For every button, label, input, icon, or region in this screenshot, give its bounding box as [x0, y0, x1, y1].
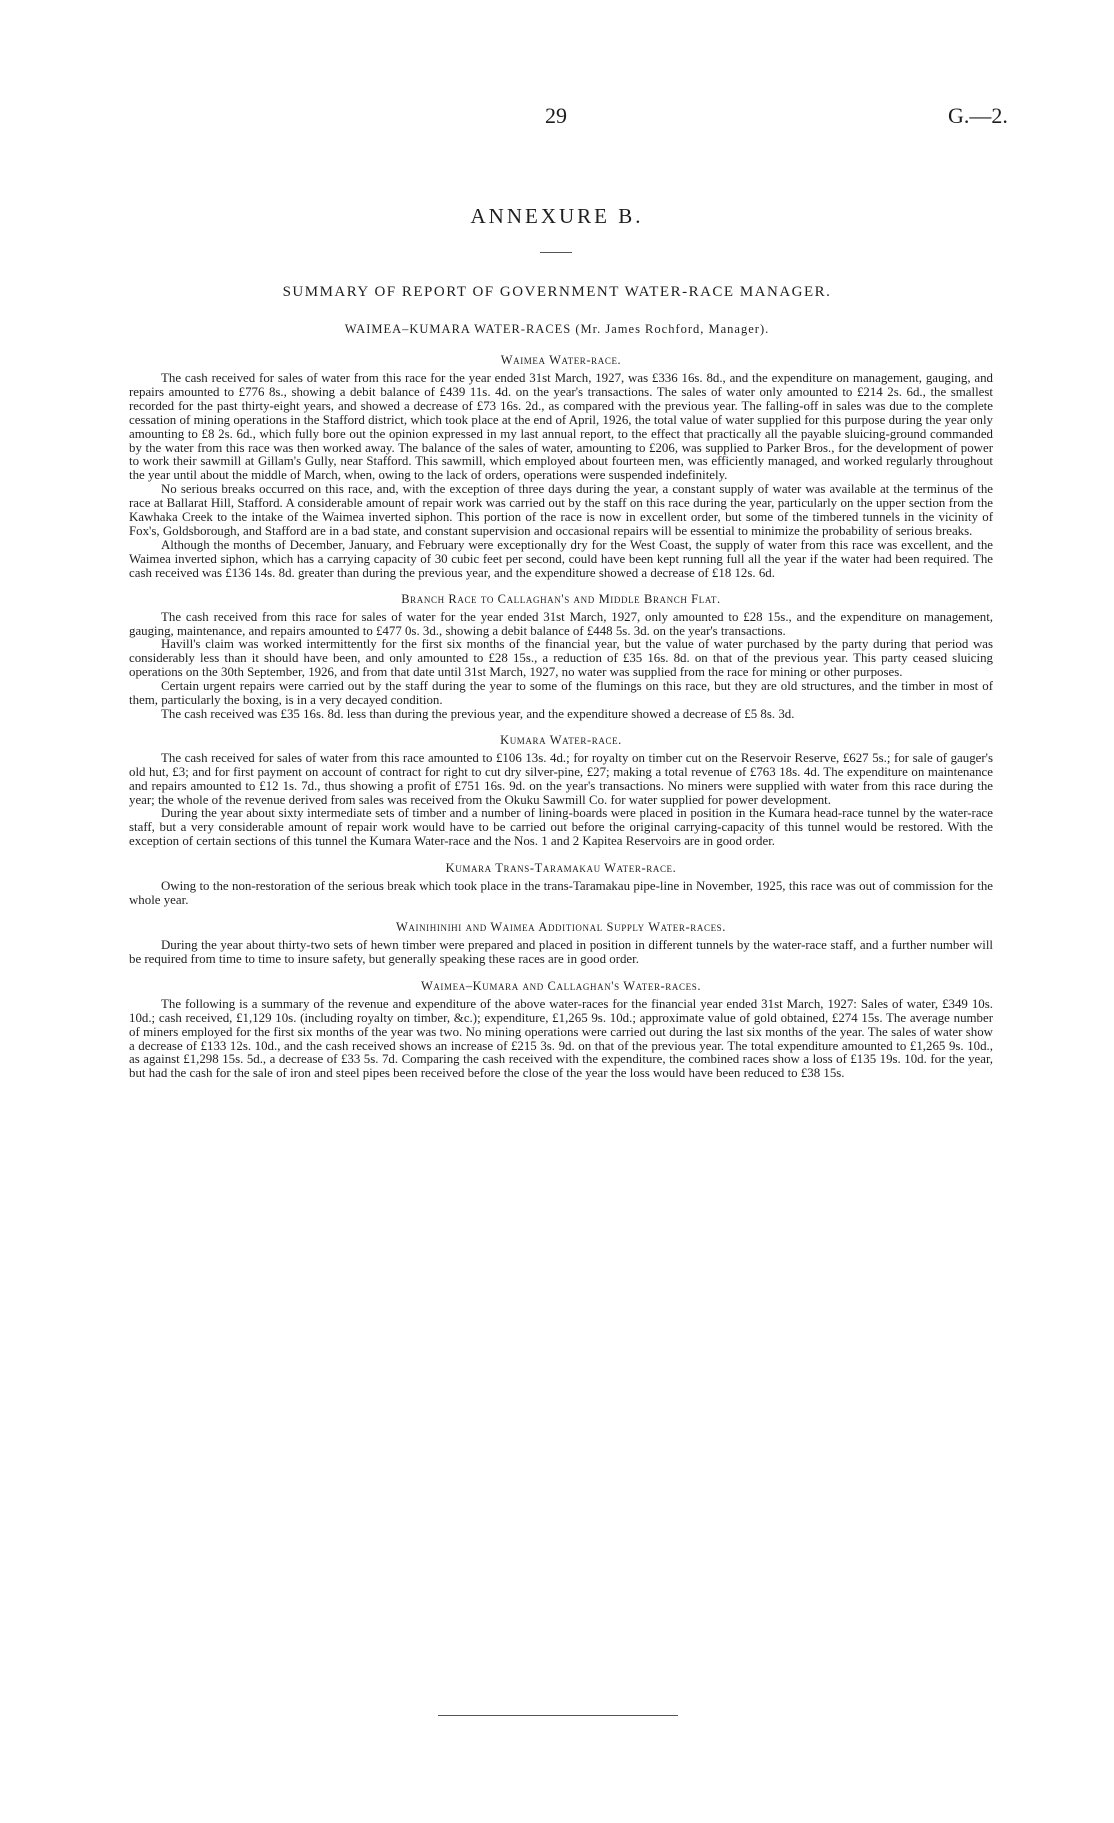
paragraph: The cash received was £35 16s. 8d. less than during the previous year, and the expenditure showed a decrease of £5 8s. 3d. — [161, 706, 795, 721]
summary-title: SUMMARY OF REPORT OF GOVERNMENT WATER-RACE MANAGER. — [282, 284, 832, 300]
paragraph: The following is a summary of the revenue and expenditure of the above water-races for the financial year ended 31st March, 1927: Sales of water, £349 10s. 10d.; cash received, £1,129 10s. (including royalty on timber, &c.); expenditure, £1,265 9s. 10d.; approximate value of gold obtained, £274 15s. The average number of miners employed for the first six months of the year was two. No mining operations were carried out during the last six months of the year. The sales of water show a decrease of £133 12s. 10d., and the cash received shows an increase of £215 3s. 9d. on that of the previous year. The total expenditure amounted to £1,265 9s. 10d., as against £1,298 15s. 5d., a decrease of £33 5s. 7d. Comparing the cash received with the expenditure, the combined races show a loss of £135 19s. 10d. for the year, but had the cash for the sale of iron and steel pipes been received before the close of the year the loss would have been reduced to £38 15s. — [129, 996, 993, 1081]
section-heading: Branch Race to Callaghan's and Middle Branch Flat. — [401, 591, 721, 606]
section-heading: Waimea Water-race. — [500, 353, 622, 367]
paragraph: During the year about sixty intermediate sets of timber and a number of lining-boards were placed in position in the Kumara head-race tunnel by the water-race staff, but a very considerable amount of repair work would have to be carried out before the original carrying-capacity of this tunnel would be restored. With the exception of certain sections of this tunnel the Kumara Water-race and the Nos. 1 and 2 Kapitea Reservoirs are in good order. — [129, 806, 993, 849]
section-wainihinihi-additional-supply — [129, 920, 993, 967]
title-divider — [540, 252, 572, 253]
section-heading: Kumara Trans-Taramakau Water-race. — [445, 861, 677, 876]
paragraph: Owing to the non-restoration of the serious break which took place in the trans-Taramakau pipe-line in November, 1925, this race was out of commission for the whole year. — [129, 879, 993, 908]
paragraph: During the year about thirty-two sets of hewn timber were prepared and placed in position in different tunnels by the water-race staff, and a further number will be required from time to time to insure safety, but generally speaking these races are in good order. — [129, 938, 993, 966]
section-waimea-kumara-callaghans — [129, 979, 993, 1081]
report-body — [129, 353, 993, 1081]
paragraph: The cash received for sales of water from this race amounted to £106 13s. 4d.; for royalty on timber cut on the Reservoir Reserve, £627 5s.; for sale of gauger's old hut, £3; and for first payment on account of contract for right to cut dry silver-pine, £27; making a total revenue of £763 18s. 4d. The expenditure on maintenance and repairs amounted to £12 1s. 7d., thus showing a profit of £751 16s. 9d. on the year's transactions. No miners were supplied with water from this race during the year; the whole of the revenue derived from sales was received from the Okuku Sawmill Co. for water supplied for power development. — [129, 750, 993, 807]
page-reference: G.—2. — [948, 103, 1008, 128]
section-waimea-water-race — [129, 353, 993, 581]
section-branch-race — [129, 592, 993, 722]
paragraph: Havill's claim was worked intermittently for the first six months of the financial year, but the value of water purchased by the party during that period was considerably less than it should have been, and only amounted to £28 15s., a reduction of £35 16s. 8d. on that of the previous year. This party ceased sluicing operations on the 30th September, 1926, and from that date until 31st March, 1927, no water was supplied from the race for mining or other purposes. — [129, 637, 993, 680]
paragraph: The cash received from this race for sales of water for the year ended 31st March, 1927, only amounted to £28 15s., and the expenditure on management, gauging, maintenance, and repairs amounted to £477 0s. 3d., showing a debit balance of £448 5s. 3d. on the year's transactions. — [129, 609, 993, 638]
annexure-title: ANNEXURE B. — [470, 204, 644, 228]
section-heading: Kumara Water-race. — [500, 732, 622, 747]
section-kumara-water-race — [129, 733, 993, 849]
paragraph: The cash received for sales of water from this race for the year ended 31st March, 1927, was £336 16s. 8d., and the expenditure on management, gauging, and repairs amounted to £776 8s., showing a debit balance of £439 11s. 4d. on the year's transactions. The sales of water only amounted to £214 2s. 6d., the smallest recorded for the past thirty-eight years, and showed a decrease of £73 16s. 2d., as compared with the previous year. The falling-off in sales was due to the complete cessation of mining operations in the Stafford district, which took place at the end of April, 1926, the total value of water supplied for this purpose during the year only amounting to £8 2s. 6d., which fully bore out the opinion expressed in my last annual report, to the effect that practically all the payable sluicing-ground commanded by the water from this race was then worked away. The balance of the sales of water, amounting to £206, was supplied to Parker Bros., for the development of power to work their sawmill at Gillam's Gully, near Stafford. This sawmill, which employed about fourteen men, was efficiently managed, and worked regularly throughout the year until about the middle of March, when, owing to the lack of orders, operations were suspended indefinitely. — [129, 371, 993, 483]
paragraph: Certain urgent repairs were carried out by the staff during the year to some of the flumings on this race, but they are old structures, and the timber in most of them, particularly the boxing, is in a very decayed condition. — [129, 679, 993, 708]
bottom-divider — [438, 1715, 678, 1716]
section-heading: Wainihinihi and Waimea Additional Supply Water-races. — [395, 920, 727, 934]
page-number: 29 — [545, 103, 567, 128]
paragraph: Although the months of December, January, and February were exceptionally dry for the West Coast, the supply of water from this race was excellent, and the Waimea inverted siphon, which has a carrying capacity of 30 cubic feet per second, could have been kept running full all the year if the water had been required. The cash received was £136 14s. 8d. greater than during the previous year, and the expenditure showed a decrease of £18 12s. 6d. — [129, 537, 993, 580]
section-kumara-trans-taramakau — [129, 861, 993, 908]
races-title: WAIMEA–KUMARA WATER-RACES (Mr. James Rochford, Manager). — [344, 322, 770, 336]
paragraph: No serious breaks occurred on this race, and, with the exception of three days during the year, a constant supply of water was available at the terminus of the race at Ballarat Hill, Stafford. A considerable amount of repair work was carried out by the staff on this race during the year, particularly on the upper section from the Kawhaka Creek to the intake of the Waimea inverted siphon. This portion of the race is now in excellent order, but some of the timbered tunnels in the vicinity of Fox's, Goldsborough, and Stafford are in a bad state, and constant supervision and occasional repairs will be essential to minimize the probability of serious breaks. — [129, 482, 993, 538]
section-heading: Waimea–Kumara and Callaghan's Water-races. — [420, 978, 702, 993]
